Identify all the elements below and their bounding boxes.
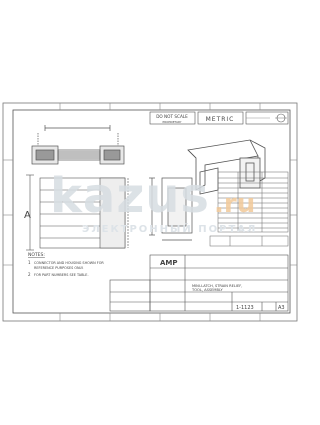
sheet-size: A3 bbox=[278, 305, 285, 311]
title-line-1: MINI-LATCH, STRAIN RELIEF, bbox=[192, 284, 243, 288]
note-2-text: FOR PART NUMBERS SEE TABLE. bbox=[34, 273, 89, 277]
watermark-logo: kazus bbox=[50, 168, 210, 224]
watermark-subtitle: ЭЛЕКТРОННЫЙ ПОРТАЛ bbox=[82, 224, 258, 235]
header-boxes bbox=[150, 112, 288, 124]
note-1-number: 1 bbox=[28, 260, 31, 265]
dimension-label-a: A bbox=[24, 210, 31, 221]
title-line-2: TOOL, ASSEMBLY bbox=[192, 288, 223, 292]
proprietary-label: PROPRIETARY bbox=[162, 120, 182, 124]
company-logo: AMP bbox=[160, 259, 178, 267]
note-2-number: 2 bbox=[28, 272, 31, 277]
do-not-scale-label: DO NOT SCALE bbox=[156, 114, 188, 119]
revision-strip bbox=[210, 236, 288, 246]
title-block bbox=[110, 255, 288, 311]
top-view-assembly bbox=[32, 125, 124, 164]
metric-label: METRIC bbox=[205, 116, 235, 123]
note-1-text: CONNECTOR AND HOUSING SHOWN FOR bbox=[34, 261, 104, 265]
watermark-domain: .ru bbox=[214, 189, 256, 219]
drawing-number: 1-1123 bbox=[236, 305, 254, 311]
note-1b-text: REFERENCE PURPOSES ONLY. bbox=[34, 266, 84, 270]
notes-block bbox=[28, 252, 104, 277]
notes-title: NOTES: bbox=[28, 253, 45, 258]
